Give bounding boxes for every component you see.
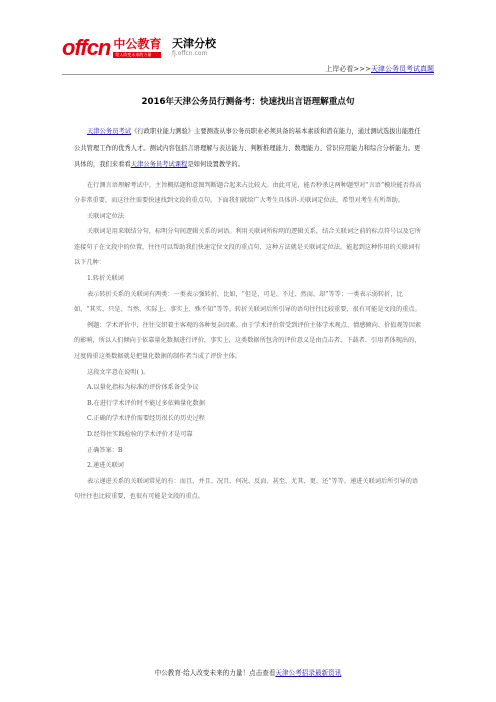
offcn-logo[interactable] — [62, 36, 161, 60]
example-paragraph: 例题：学术评价中，往往交织着主客观的各种复杂因素。由于学术评价常受到评价主体学术观点、情感倾向、价值观等因素的影响，所以人们倾向于依靠量化数据进行评价，事实上，这类数据所包含的评价意义是由点击者、下载者、引用者体现出的，过度倚重这类数据就是把量化数据的制作者当成了评价主体。 — [74, 321, 422, 361]
main-paragraphs — [74, 178, 422, 505]
header-link-area — [325, 64, 434, 74]
sub-heading: 1.转折关联词 — [87, 275, 124, 283]
logo-slogan: 给人改变未来的力量 — [113, 52, 161, 58]
logo-wordmark: offcn — [62, 35, 111, 60]
question-stem: 这段文字意在说明( )。 — [87, 368, 150, 376]
article-title: 2016年天津公务员行测备考：快速找出言语理解重点句 — [141, 97, 355, 107]
branch-info — [172, 37, 216, 58]
paragraph: 关联词是用来联结分句，标明分句间逻辑关系的词语。利用关联词所标明的逻辑关系，结合关联词之前的标点符号以及它所连接句子在文段中的位置，往往可以帮助我们快速定位文段的重点句，这种方法就是关联词定位法。能起到这种作用的关联词有以下几种： — [74, 228, 422, 267]
branch-url: fj.offcn.com — [172, 50, 208, 57]
header-divider — [62, 74, 434, 75]
paragraph: 在行测言语理解考试中，主旨概括题和意图判断题合起来占比较大。由此可见，能否秒杀这两种题型对“言语”模块能否得高分非常重要，而这往往需要快速找到文段的重点句。下面我们就给广大考生具体讲-关联词定位法，希望对考生有所帮助。 — [74, 181, 422, 205]
option-d: D.经得住实践检验的学术评价才是可靠 — [87, 431, 193, 438]
option-c: C.正确的学术评价需要经历很长的历史过程 — [87, 415, 205, 423]
logo-chinese — [113, 38, 161, 58]
paragraph: 表示转折关系的关联词有两类：一类表示强转折，比如，“但是、可是、不过、然而、却”等等；一类表示弱转折，比如，“其实、只是、当然、实际上、事实上、殊不知”等等。转折关联词后所引导的语句往往比较重要，很有可能是文段的重点。 — [74, 290, 421, 314]
intro-text-1: 《行政职业能力测验》主要测查从事公务员职业必须具备的基本素质和潜在能力，通过测试选拔出能胜任公共管理工作的优秀人才。测试内容包括言语理解与表达能力、判断推理能力、数理能力、常识应用能力和综合分析能力。更具体的，我们来看看 — [74, 128, 421, 168]
page-header — [0, 0, 496, 78]
branch-name: 天津分校 — [172, 37, 216, 50]
intro-text-2: 是如何设置教学的。 — [187, 161, 245, 168]
header-prefix: 上岸必看>>> — [325, 65, 371, 73]
exam-papers-link[interactable]: 天津公务员考试真题 — [371, 65, 434, 73]
section-heading: 关联词定位法 — [87, 212, 125, 220]
option-a: A.以量化指标为标准的评价体系备受争议 — [87, 384, 199, 392]
option-b: B.在进行学术评价时不能过多依赖量化数据 — [87, 399, 205, 407]
paragraph: 表示递进关系的关联词常见的有：而且、并且、况且、何况、反而、甚至、尤其、更、还“等等。递进关联词后所引导的语句往往也比较重要，也很有可能是文段的重点。 — [74, 477, 419, 501]
page-footer — [0, 667, 496, 677]
answer: 正确答案：B — [87, 446, 123, 454]
civil-service-exam-link[interactable]: 天津公务员考试 — [87, 128, 132, 135]
latest-news-link[interactable]: 天津公考招录最新资讯 — [275, 669, 342, 677]
article-body — [74, 124, 422, 505]
sub-heading: 2.递进关联词 — [87, 462, 124, 470]
footer-text: 中公教育·给人改变未来的力量！点击查看 — [154, 669, 276, 677]
exam-course-link[interactable]: 天津公务员考试课程 — [130, 161, 188, 168]
logo-cn-name: 中公教育 — [113, 37, 162, 51]
intro-paragraph — [74, 124, 422, 174]
